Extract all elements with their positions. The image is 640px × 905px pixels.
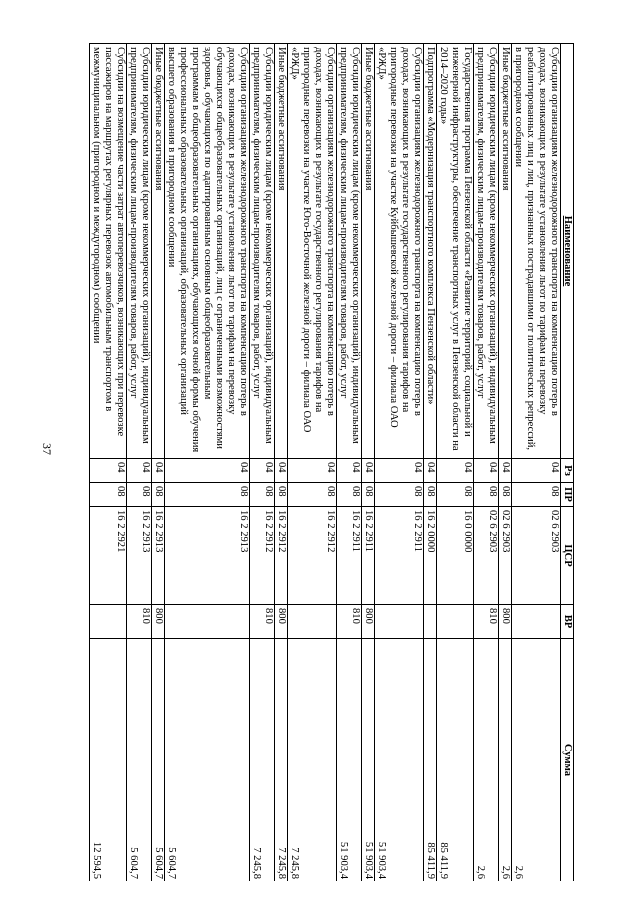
page-number: 37 [40, 443, 54, 455]
header-pr: ПР [561, 483, 574, 507]
budget-table-container [64, 43, 574, 881]
row-sum: 7 245,8 [275, 639, 288, 882]
table-row [165, 44, 250, 882]
row-sum: 2,6 [512, 639, 561, 882]
table-row [250, 44, 275, 882]
row-sum: 2,6 [499, 639, 512, 882]
table-row [375, 44, 424, 882]
row-sum: 2,6 [474, 639, 499, 882]
row-pr: 08 [362, 483, 375, 507]
row-name: Субсидии на возмещение части затрат автоперевозчиков, возникающих при перевозке пассажиров на маршрутах регулярных перевозок автомобильным транспортом в межмуниципальном (пригородном и междугородном) сообщении [90, 44, 127, 459]
table-row [474, 44, 499, 882]
row-vr [90, 605, 127, 639]
row-sum: 5 604,7 [152, 639, 165, 882]
row-rz: 04 [165, 459, 250, 483]
row-pr: 08 [375, 483, 424, 507]
row-name: Иные бюджетные ассигнования [152, 44, 165, 459]
row-pr: 08 [499, 483, 512, 507]
row-name: Подпрограмма «Модернизация транспортного комплекса Пензенской области» [424, 44, 437, 459]
row-vr: 810 [474, 605, 499, 639]
row-rz: 04 [499, 459, 512, 483]
row-vr [424, 605, 437, 639]
table-row [512, 44, 561, 882]
row-sum: 7 245,8 [250, 639, 275, 882]
row-rz: 04 [288, 459, 337, 483]
row-csr: 16 2 2913 [152, 507, 165, 605]
header-csr: ЦСР [561, 507, 574, 605]
row-vr [375, 605, 424, 639]
row-name: Субсидии юридическим лицам (кроме некоммерческих организаций), индивидуальным предпринимателям, физическим лицам-производителям товаров, работ, услуг [127, 44, 152, 459]
header-rz: Рз [561, 459, 574, 483]
row-rz: 04 [250, 459, 275, 483]
table-body [90, 44, 561, 882]
row-csr: 16 2 2912 [275, 507, 288, 605]
row-name: Иные бюджетные ассигнования [362, 44, 375, 459]
row-pr: 08 [90, 483, 127, 507]
header-vr: ВР [561, 605, 574, 639]
row-vr [512, 605, 561, 639]
row-name: Государственная программа Пензенской области «Развитие территорий, социальной и инженерной инфраструктуры, обеспечение транспортных услуг в Пензенской области на 2014–2020 годы» [437, 44, 474, 459]
row-vr: 810 [127, 605, 152, 639]
row-sum: 85 411,9 [437, 639, 474, 882]
row-vr: 810 [337, 605, 362, 639]
row-csr: 16 2 2913 [127, 507, 152, 605]
row-vr [288, 605, 337, 639]
row-csr: 02 6 2903 [512, 507, 561, 605]
row-rz: 04 [424, 459, 437, 483]
row-rz: 04 [127, 459, 152, 483]
row-pr: 08 [165, 483, 250, 507]
row-csr: 16 2 2911 [337, 507, 362, 605]
row-vr [437, 605, 474, 639]
row-name: Субсидии организациям железнодорожного транспорта на компенсацию потерь в доходах, возникающих в результате государственного регулирования тарифов на пригородные перевозки на участке Юго-Восточной железной дороги – филиала ОАО «РЖД» [288, 44, 337, 459]
table-header-row [561, 44, 574, 882]
row-pr: 08 [250, 483, 275, 507]
row-name: Субсидии юридическим лицам (кроме некоммерческих организаций), индивидуальным предпринимателям, физическим лицам-производителям товаров, работ, услуг [474, 44, 499, 459]
row-rz: 04 [90, 459, 127, 483]
budget-table [89, 43, 574, 881]
row-csr: 02 6 2903 [474, 507, 499, 605]
row-name: Субсидии юридическим лицам (кроме некоммерческих организаций), индивидуальным предпринимателям, физическим лицам-производителям товаров, работ, услуг [337, 44, 362, 459]
row-pr: 08 [512, 483, 561, 507]
row-name: Субсидии организациям железнодорожного транспорта на компенсацию потерь в доходах, возникающих в результате установления льгот по тарифам на перевозку реабилитированных лиц и лиц, признанных пострадавшими от политических репрессий, в пригородном сообщении [512, 44, 561, 459]
row-csr: 16 2 2913 [165, 507, 250, 605]
row-sum: 51 903,4 [337, 639, 362, 882]
row-name: Субсидии юридическим лицам (кроме некоммерческих организаций), индивидуальным предпринимателям, физическим лицам-производителям товаров, работ, услуг [250, 44, 275, 459]
table-row [288, 44, 337, 882]
row-csr: 16 2 2921 [90, 507, 127, 605]
table-row [127, 44, 152, 882]
row-sum: 51 903,4 [375, 639, 424, 882]
row-name: Иные бюджетные ассигнования [499, 44, 512, 459]
row-pr: 08 [437, 483, 474, 507]
table-row [337, 44, 362, 882]
row-csr: 16 2 2911 [375, 507, 424, 605]
row-pr: 08 [127, 483, 152, 507]
table-row [437, 44, 474, 882]
table-row [275, 44, 288, 882]
row-sum: 7 245,8 [288, 639, 337, 882]
row-name: Субсидии организациям железнодорожного транспорта на компенсацию потерь в доходах, возникающих в результате государственного регулирования тарифов на пригородные перевозки на участке Куйбышевской железной дороги – филиала ОАО «РЖД» [375, 44, 424, 459]
row-pr: 08 [288, 483, 337, 507]
table-row [499, 44, 512, 882]
row-vr: 800 [275, 605, 288, 639]
row-vr [165, 605, 250, 639]
row-sum: 12 594,5 [90, 639, 127, 882]
row-rz: 04 [375, 459, 424, 483]
table-row [424, 44, 437, 882]
row-sum: 51 903,4 [362, 639, 375, 882]
header-sum: Сумма [561, 639, 574, 882]
row-csr: 16 2 2912 [250, 507, 275, 605]
row-rz: 04 [337, 459, 362, 483]
row-vr: 800 [499, 605, 512, 639]
row-rz: 04 [512, 459, 561, 483]
row-pr: 08 [275, 483, 288, 507]
row-pr: 08 [474, 483, 499, 507]
row-sum: 5 604,7 [165, 639, 250, 882]
row-name: Субсидии организациям железнодорожного транспорта на компенсацию потерь в доходах, возникающих в результате установления льгот по тарифам на перевозку обучающихся общеобразовательных организаций, лиц с ограниченными возможностями здоровья, обучающихся по адаптированным основным общеобразовательным программам в общеобразовательных организациях, обучающихся очной формы обучения профессиональных образовательных организаций, образовательных организаций высшего образования в пригородном сообщении [165, 44, 250, 459]
row-vr: 800 [362, 605, 375, 639]
row-rz: 04 [362, 459, 375, 483]
row-vr: 810 [250, 605, 275, 639]
header-name: Наименование [561, 44, 574, 459]
row-rz: 04 [474, 459, 499, 483]
row-sum: 5 604,7 [127, 639, 152, 882]
row-pr: 08 [152, 483, 165, 507]
row-csr: 16 2 0000 [424, 507, 437, 605]
row-sum: 85 411,9 [424, 639, 437, 882]
row-vr: 800 [152, 605, 165, 639]
rotated-page-area [64, 43, 574, 881]
row-csr: 16 2 2911 [362, 507, 375, 605]
table-row [90, 44, 127, 882]
row-csr: 02 6 2903 [499, 507, 512, 605]
row-name: Иные бюджетные ассигнования [275, 44, 288, 459]
table-row [152, 44, 165, 882]
table-row [362, 44, 375, 882]
row-rz: 04 [152, 459, 165, 483]
row-rz: 04 [275, 459, 288, 483]
row-csr: 16 2 2912 [288, 507, 337, 605]
row-pr: 08 [424, 483, 437, 507]
row-csr: 16 0 0000 [437, 507, 474, 605]
row-rz: 04 [437, 459, 474, 483]
row-pr: 08 [337, 483, 362, 507]
